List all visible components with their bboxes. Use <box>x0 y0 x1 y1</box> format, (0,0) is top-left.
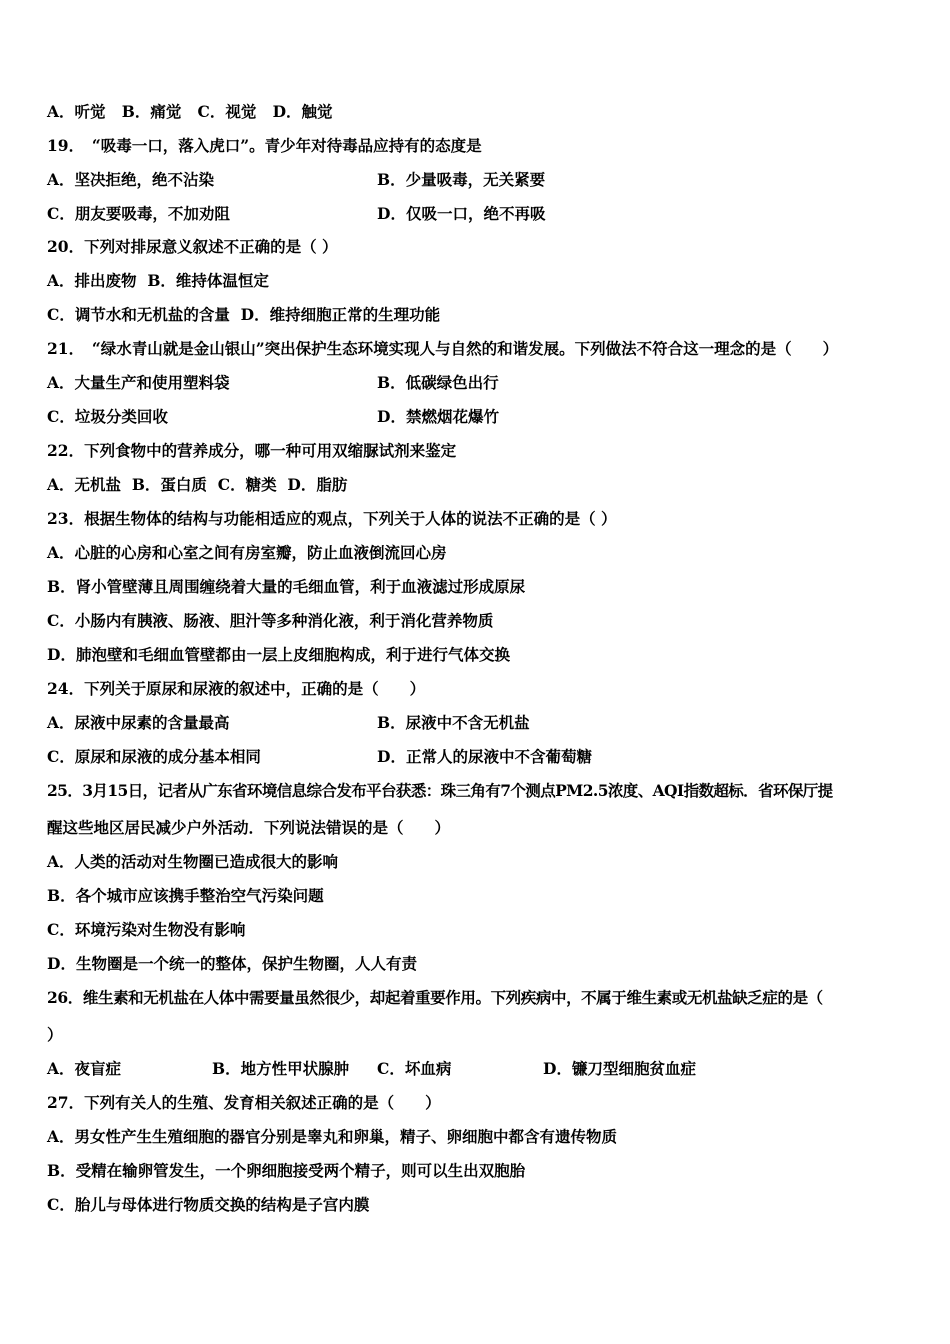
option: A．大量生产和使用塑料袋 <box>47 373 230 392</box>
option: B．肾小管壁薄且周围缠绕着大量的毛细血管，利于血液滤过形成原尿 <box>47 577 526 596</box>
option: C．垃圾分类回收 <box>47 407 168 426</box>
option: D．肺泡壁和毛细血管壁都由一层上皮细胞构成，利于进行气体交换 <box>47 645 510 664</box>
option: B．蛋白质 <box>131 475 207 494</box>
option: C．坏血病 <box>377 1059 452 1078</box>
option: A．坚决拒绝，绝不沾染 <box>47 170 215 189</box>
option: C．糖类 <box>217 475 277 494</box>
option: A．心脏的心房和心室之间有房室瓣，防止血液倒流回心房 <box>47 543 447 562</box>
option: D．仅吸一口，绝不再吸 <box>377 204 546 223</box>
option: D．脂肪 <box>287 475 348 494</box>
option: B．少量吸毒，无关紧要 <box>377 170 546 189</box>
option: C．环境污染对生物没有影响 <box>47 920 246 939</box>
question-stem: 20．下列对排尿意义叙述不正确的是（ ） <box>47 237 338 256</box>
option: A．排出废物 <box>47 271 137 290</box>
q20-options-row1 <box>47 271 269 291</box>
option: C．原尿和尿液的成分基本相同 <box>47 747 261 766</box>
option: B．痛觉 <box>121 102 182 121</box>
question-stem: 22．下列食物中的营养成分，哪一种可用双缩脲试剂来鉴定 <box>47 441 457 460</box>
option: C．视觉 <box>197 102 257 121</box>
q18-options <box>47 102 333 122</box>
option: B．低碳绿色出行 <box>377 373 499 392</box>
question-stem: 25．3月15日，记者从广东省环境信息综合发布平台获悉：珠三角有7个测点PM2.5浓度、AQI指数超标．省环保厅提 <box>47 781 833 800</box>
option: A．男女性产生生殖细胞的器官分别是睾丸和卵巢，精子、卵细胞中都含有遗传物质 <box>47 1127 618 1146</box>
option: D．触觉 <box>272 102 333 121</box>
question-stem-cont: 醒这些地区居民减少户外活动．下列说法错误的是（ ） <box>47 818 451 837</box>
question-stem: 26．维生素和无机盐在人体中需要量虽然很少，却起着重要作用。下列疾病中，不属于维生素或无机盐缺乏症的是（ <box>47 988 823 1007</box>
option: A．人类的活动对生物圈已造成很大的影响 <box>47 852 339 871</box>
question-stem: 23．根据生物体的结构与功能相适应的观点，下列关于人体的说法不正确的是（ ） <box>47 509 617 528</box>
option: B．地方性甲状腺肿 <box>212 1059 350 1078</box>
option: B．受精在输卵管发生，一个卵细胞接受两个精子，则可以生出双胞胎 <box>47 1161 526 1180</box>
option: B．各个城市应该携手整治空气污染问题 <box>47 886 324 905</box>
question-stem: 19． “吸毒一口，落入虎口”。青少年对待毒品应持有的态度是 <box>47 136 482 155</box>
option: D．镰刀型细胞贫血症 <box>543 1059 696 1078</box>
question-stem-cont: ） <box>47 1025 63 1044</box>
option: D．禁燃烟花爆竹 <box>377 407 499 426</box>
q22-options <box>47 475 347 495</box>
option: A．尿液中尿素的含量最高 <box>47 713 230 732</box>
option: B．维持体温恒定 <box>147 271 269 290</box>
option: A．听觉 <box>47 102 106 121</box>
q20-options-row2 <box>47 305 440 325</box>
option: C．胎儿与母体进行物质交换的结构是子宫内膜 <box>47 1195 370 1214</box>
question-stem: 24．下列关于原尿和尿液的叙述中，正确的是（ ） <box>47 679 426 698</box>
option: A．夜盲症 <box>47 1059 122 1078</box>
option: D．生物圈是一个统一的整体，保护生物圈，人人有责 <box>47 954 417 973</box>
option: C．朋友要吸毒，不加劝阻 <box>47 204 230 223</box>
question-stem: 27．下列有关人的生殖、发育相关叙述正确的是（ ） <box>47 1093 441 1112</box>
option: C．调节水和无机盐的含量 <box>47 305 230 324</box>
question-stem: 21． “绿水青山就是金山银山”突出保护生态环境实现人与自然的和谐发展。下列做法不符合这一理念的是（ ） <box>47 339 839 358</box>
option: B．尿液中不含无机盐 <box>377 713 530 732</box>
option: C．小肠内有胰液、肠液、胆汁等多种消化液，利于消化营养物质 <box>47 611 494 630</box>
option: D．正常人的尿液中不含葡萄糖 <box>377 747 592 766</box>
option: D．维持细胞正常的生理功能 <box>240 305 441 324</box>
option: A．无机盐 <box>47 475 122 494</box>
